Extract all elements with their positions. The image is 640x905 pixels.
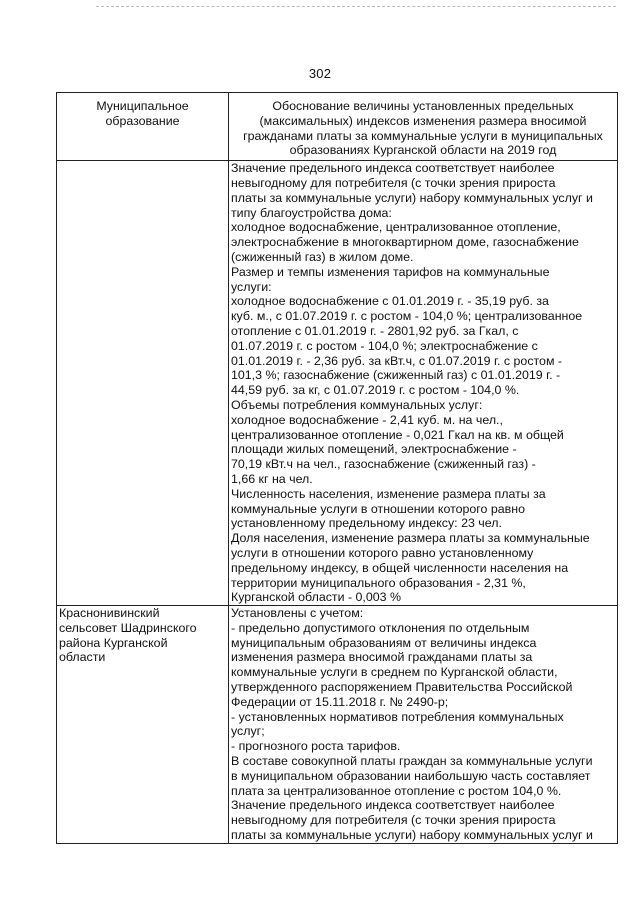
municipality-line: Краснонивинский bbox=[59, 606, 160, 621]
justification-line: Объемы потребления коммунальных услуг: bbox=[231, 397, 483, 412]
table-row bbox=[57, 161, 618, 606]
municipality-line: области bbox=[59, 650, 106, 665]
justification-line: Установлены с учетом: bbox=[231, 606, 364, 621]
municipality-cell-empty bbox=[57, 161, 229, 606]
justification-line: установленному предельному индексу: 23 чел. bbox=[231, 516, 502, 531]
justification-line: платы за коммунальные услуги) набору коммунальных услуг и bbox=[231, 828, 593, 843]
justification-line: - установленных нормативов потребления коммунальных bbox=[231, 709, 564, 724]
justification-line: платы за коммунальные услуги) набору коммунальных услуг и bbox=[231, 190, 593, 205]
justification-line: отопление с 01.01.2019 г. - 2801,92 руб. за Гкал, с bbox=[231, 323, 519, 338]
justification-line: площади жилых помещений, электроснабжение - bbox=[231, 442, 517, 457]
page-number: 302 bbox=[308, 66, 332, 81]
header-col2-line: гражданами платы за коммунальные услуги в муниципальных bbox=[243, 128, 603, 143]
header-col2-line: (максимальных) индексов изменения размера вносимой bbox=[259, 113, 587, 128]
justification-line: холодное водоснабжение - 2,41 куб. м. на чел., bbox=[231, 412, 503, 427]
justification-line: - прогнозного роста тарифов. bbox=[231, 739, 401, 754]
table-row bbox=[57, 606, 618, 844]
justification-line: 01.01.2019 г. - 2,36 руб. за кВт.ч, с 01.07.2019 г. с ростом - bbox=[231, 353, 563, 368]
justification-line: изменения размера вносимой гражданами платы за bbox=[231, 650, 533, 665]
justification-line: предельному индексу, в общей численности населения на bbox=[231, 560, 569, 575]
justification-line: территории муниципального образования - 2,31 %, bbox=[231, 575, 526, 590]
justification-line: Доля населения, изменение размера платы за коммунальные bbox=[231, 531, 590, 546]
justification-line: 01.07.2019 г. с ростом - 104,0 %; электроснабжение с bbox=[231, 338, 538, 353]
justification-table bbox=[56, 92, 618, 844]
justification-line: Курганской области - 0,003 % bbox=[231, 590, 401, 605]
scan-edge-line bbox=[96, 6, 616, 8]
header-municipality bbox=[57, 93, 229, 161]
justification-line: холодное водоснабжение с 01.01.2019 г. - 35,19 руб. за bbox=[231, 294, 549, 309]
municipality-line: района Курганской bbox=[59, 635, 168, 650]
header-col2-line: образованиях Курганской области на 2019 год bbox=[289, 143, 557, 158]
justification-line: услуг; bbox=[231, 724, 265, 739]
municipality-line: сельсовет Шадринского bbox=[59, 620, 197, 635]
justification-line: куб. м., с 01.07.2019 г. с ростом - 104,0 %; централизованное bbox=[231, 309, 583, 324]
municipality-cell bbox=[57, 606, 229, 844]
justification-line: централизованное отопление - 0,021 Гкал на кв. м общей bbox=[231, 427, 564, 442]
justification-line: плата за централизованное отопление с ростом 104,0 %. bbox=[231, 783, 562, 798]
header-col1-line: образование bbox=[105, 113, 180, 128]
header-col2-line: Обоснование величины установленных предельных bbox=[272, 99, 574, 113]
table-header-row bbox=[57, 93, 618, 161]
justification-line: невыгодному для потребителя (с точки зрения прироста bbox=[231, 813, 556, 828]
justification-line: 1,66 кг на чел. bbox=[231, 471, 313, 486]
justification-line: муниципальным образованиям от величины индекса bbox=[231, 635, 537, 650]
justification-line: - предельно допустимого отклонения по отдельным bbox=[231, 620, 530, 635]
header-justification bbox=[229, 93, 618, 161]
justification-line: В составе совокупной платы граждан за коммунальные услуги bbox=[231, 754, 593, 769]
justification-line: Численность населения, изменение размера платы за bbox=[231, 486, 546, 501]
justification-line: 70,19 кВт.ч на чел., газоснабжение (сжиженный газ) - bbox=[231, 457, 536, 472]
justification-line: Значение предельного индекса соответствует наиболее bbox=[231, 798, 555, 813]
justification-line: в муниципальном образовании наибольшую часть составляет bbox=[231, 768, 591, 783]
justification-line: холодное водоснабжение, централизованное отопление, bbox=[231, 220, 561, 235]
justification-cell bbox=[229, 606, 618, 844]
justification-line: утвержденного распоряжением Правительства Российской bbox=[231, 680, 573, 695]
justification-line: коммунальные услуги в среднем по Курганской области, bbox=[231, 665, 558, 680]
justification-line: Федерации от 15.11.2018 г. № 2490-р; bbox=[231, 694, 449, 709]
justification-line: (сжиженный газ) в жилом доме. bbox=[231, 249, 414, 264]
justification-line: коммунальные услуги в отношении которого равно bbox=[231, 501, 525, 516]
justification-line: 44,59 руб. за кг, с 01.07.2019 г. с ростом - 104,0 %. bbox=[231, 383, 520, 398]
justification-line: Размер и темпы изменения тарифов на коммунальные bbox=[231, 264, 550, 279]
justification-line: 101,3 %; газоснабжение (сжиженный газ) с 01.01.2019 г. - bbox=[231, 368, 561, 383]
justification-cell bbox=[229, 161, 618, 606]
justification-line: услуги: bbox=[231, 279, 272, 294]
justification-line: невыгодному для потребителя (с точки зрения прироста bbox=[231, 175, 556, 190]
justification-line: электроснабжение в многоквартирном доме, газоснабжение bbox=[231, 235, 579, 250]
header-col1-line: Муниципальное bbox=[96, 99, 189, 113]
justification-line: услуги в отношении которого равно установленному bbox=[231, 545, 534, 560]
justification-line: типу благоустройства дома: bbox=[231, 205, 392, 220]
justification-line: Значение предельного индекса соответствует наиболее bbox=[231, 161, 555, 176]
